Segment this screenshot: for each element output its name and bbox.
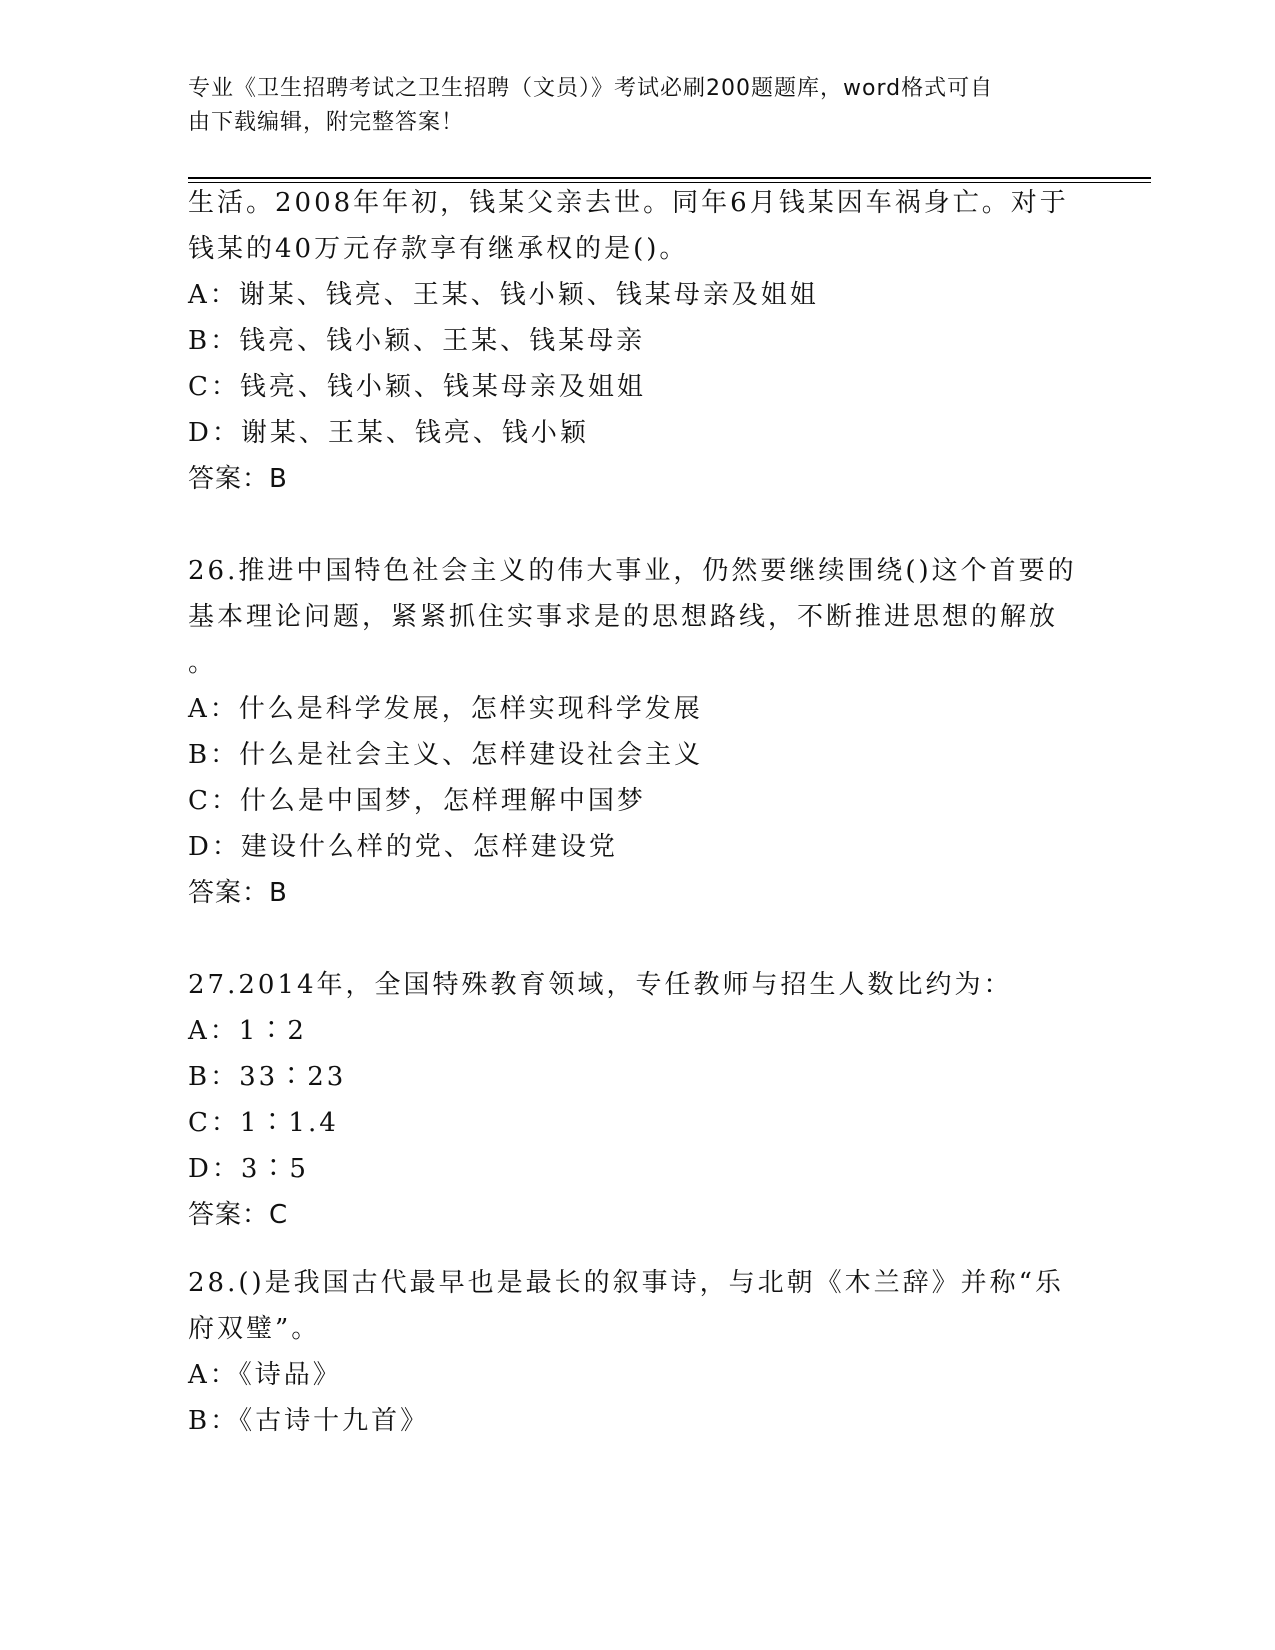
question-27 [188, 962, 1068, 1238]
question-25 [188, 180, 1068, 502]
question-26-answer: 答案：B [188, 878, 288, 908]
question-25-option-d: D：谢某、王某、钱亮、钱小颖 [188, 418, 589, 448]
question-26-line-2: 基本理论问题，紧紧抓住实事求是的思想路线，不断推进思想的解放 [188, 602, 1059, 632]
header-line-2: 由下载编辑，附完整答案！ [188, 110, 465, 135]
header-divider-thick [188, 177, 1151, 179]
question-26-line-3: 。 [188, 648, 218, 678]
question-26-option-d: D：建设什么样的党、怎样建设党 [188, 832, 618, 862]
question-27-answer: 答案：C [188, 1200, 289, 1230]
question-25-answer: 答案：B [188, 464, 288, 494]
question-28-option-b: B：《古诗十九首》 [188, 1406, 430, 1436]
question-25-line-2: 钱某的40万元存款享有继承权的是()。 [188, 234, 689, 264]
question-28-line-1: 28.()是我国古代最早也是最长的叙事诗，与北朝《木兰辞》并称“乐 [188, 1268, 1064, 1298]
question-26-option-a: A：什么是科学发展，怎样实现科学发展 [188, 694, 703, 724]
question-26 [188, 548, 1077, 916]
question-26-option-b: B：什么是社会主义、怎样建设社会主义 [188, 740, 704, 770]
question-27-line-1: 27.2014年，全国特殊教育领域，专任教师与招生人数比约为： [188, 970, 1013, 1000]
question-28 [188, 1260, 1068, 1444]
question-27-option-d: D：3∶5 [188, 1154, 309, 1184]
question-28-option-a: A：《诗品》 [188, 1360, 342, 1390]
question-26-line-1: 26.推进中国特色社会主义的伟大事业，仍然要继续围绕()这个首要的 [188, 556, 1077, 586]
question-27-option-b: B：33∶23 [188, 1062, 347, 1092]
header-line-1: 专业《卫生招聘考试之卫生招聘（文员）》考试必刷200题题库，word格式可自 [188, 76, 994, 101]
question-25-line-1: 生活。2008年年初，钱某父亲去世。同年6月钱某因车祸身亡。对于 [188, 188, 1069, 218]
question-27-option-c: C：1∶1.4 [188, 1108, 339, 1138]
document-header [188, 72, 1068, 140]
question-26-option-c: C：什么是中国梦，怎样理解中国梦 [188, 786, 646, 816]
question-25-option-a: A：谢某、钱亮、王某、钱小颖、钱某母亲及姐姐 [188, 280, 819, 310]
question-25-option-c: C：钱亮、钱小颖、钱某母亲及姐姐 [188, 372, 646, 402]
question-28-line-2: 府双璧”。 [188, 1314, 321, 1344]
question-25-option-b: B：钱亮、钱小颖、王某、钱某母亲 [188, 326, 646, 356]
question-27-option-a: A：1∶2 [188, 1016, 307, 1046]
